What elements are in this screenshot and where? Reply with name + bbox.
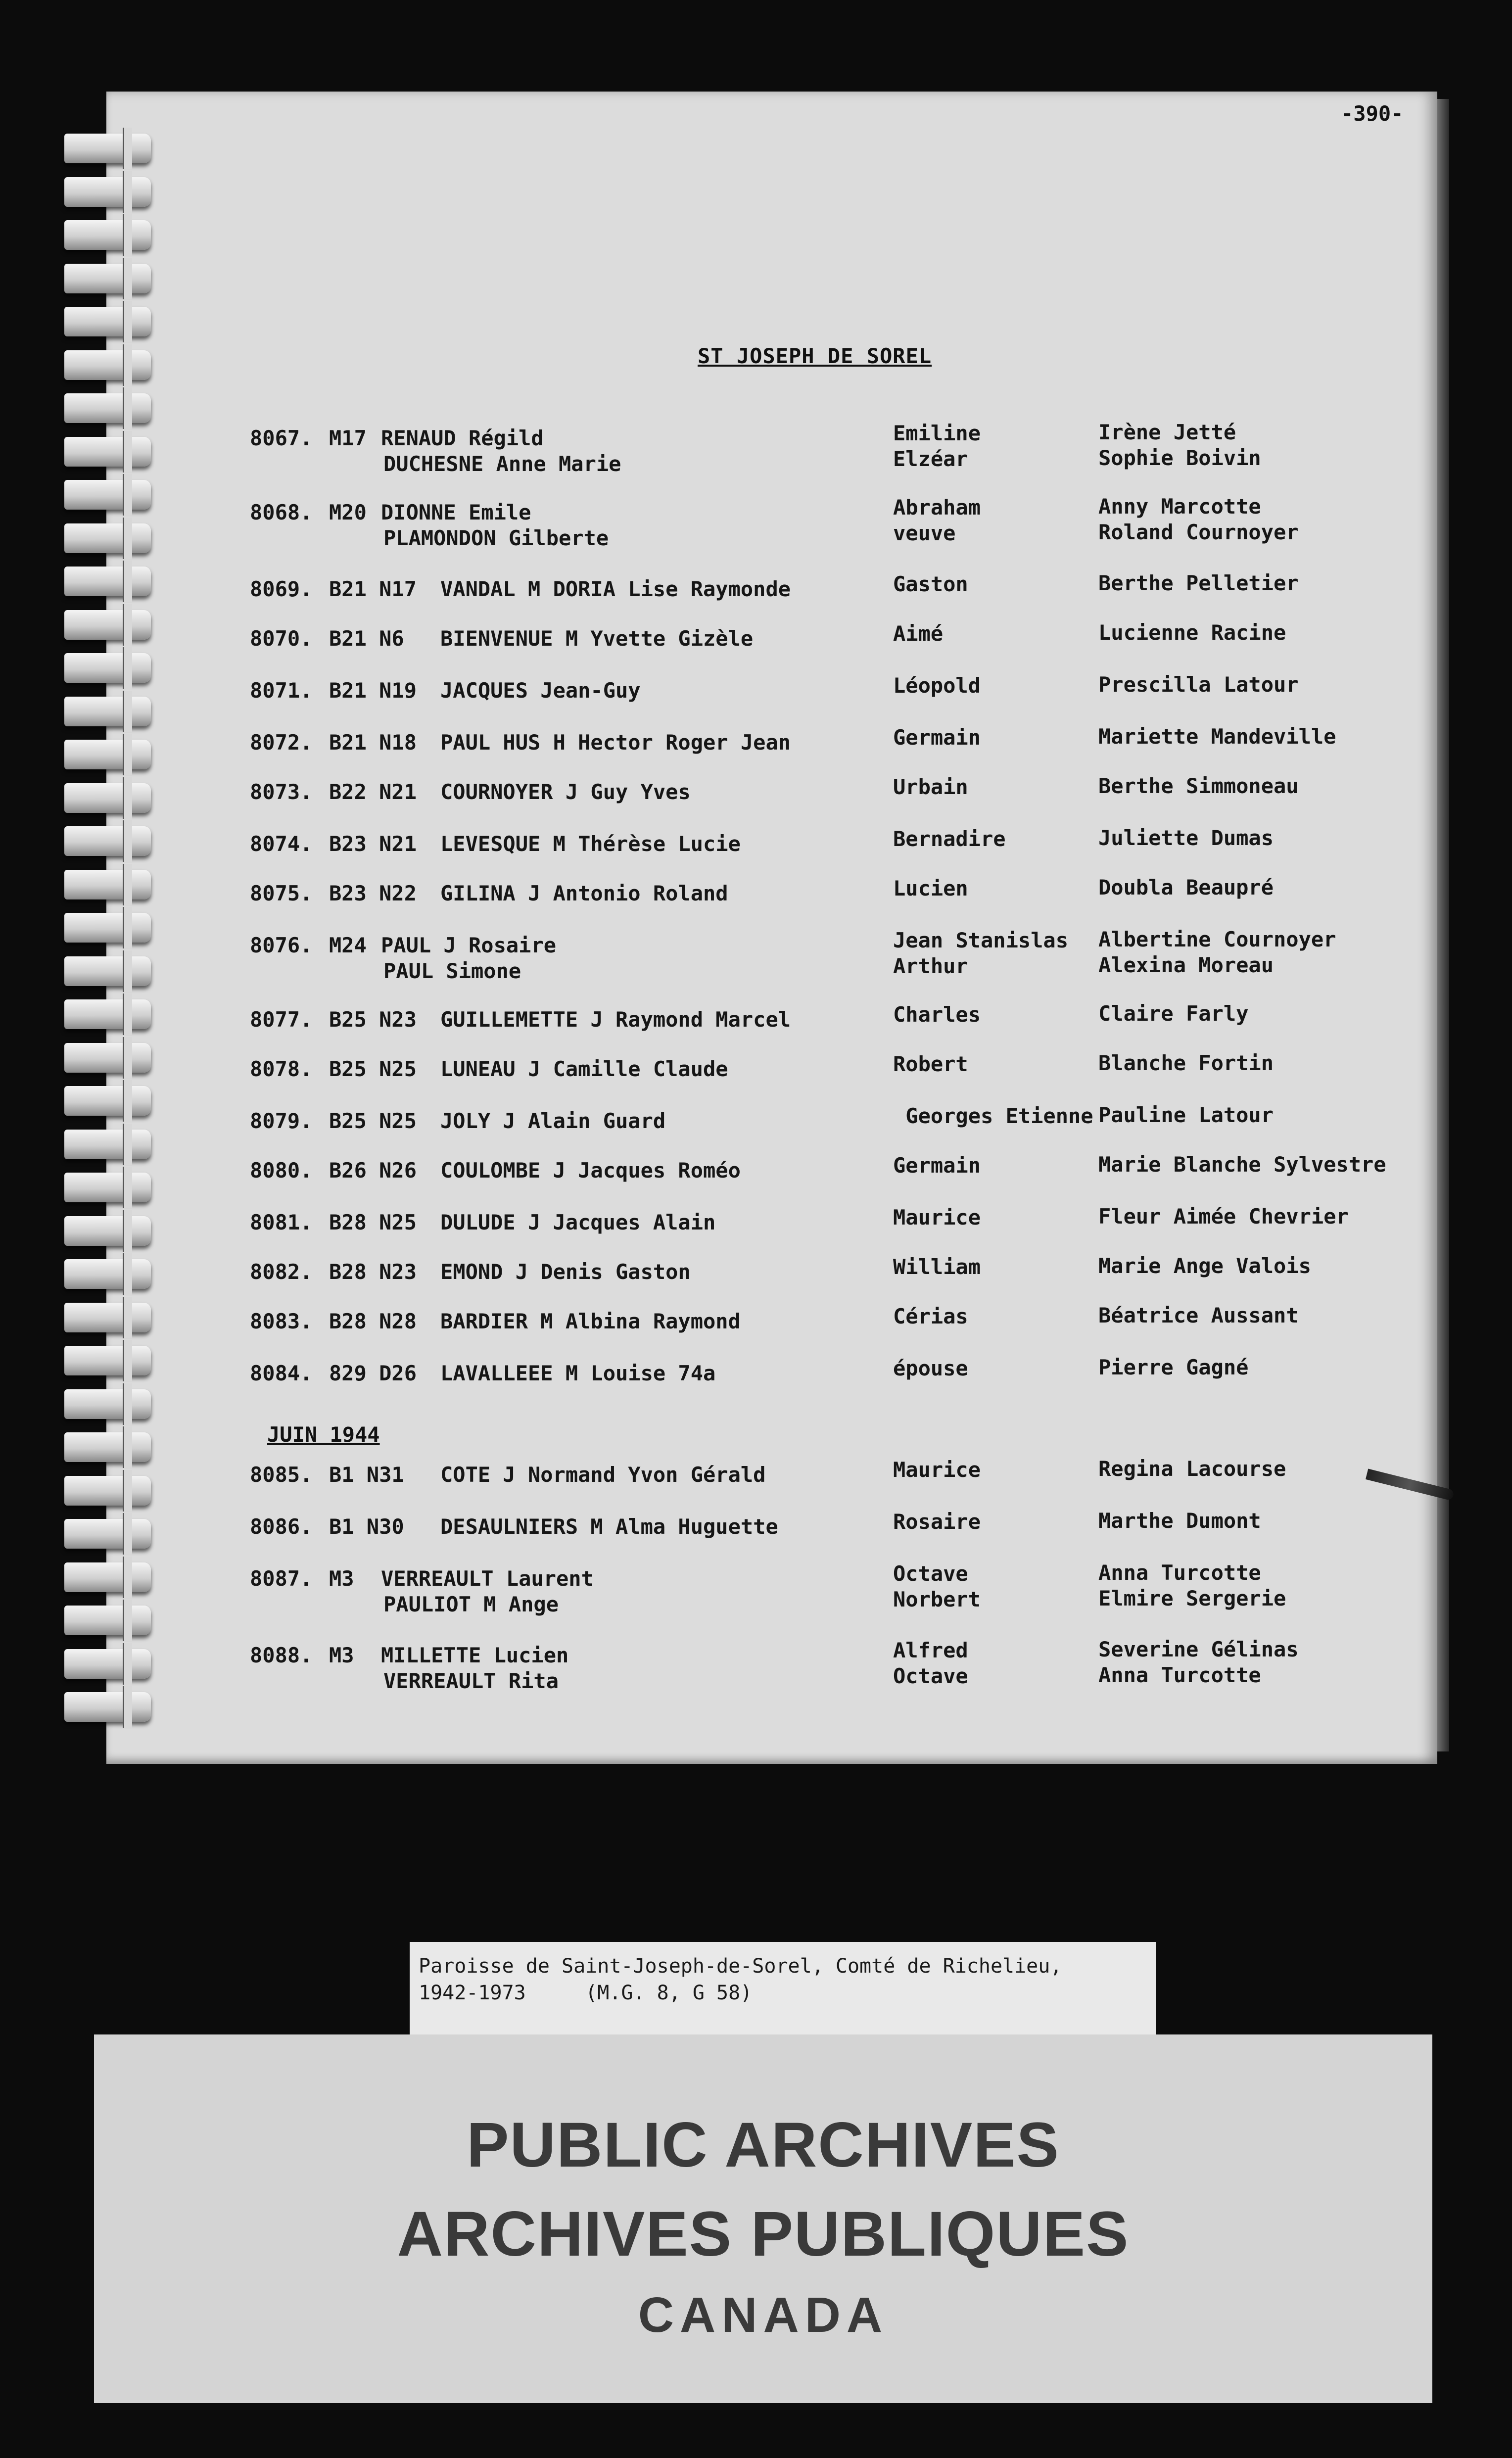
entry-name: LAVALLEEE M Louise 74a (440, 1361, 716, 1385)
entry-father: Léopold (893, 673, 981, 698)
entry-father: Elzéar (893, 447, 968, 471)
entry-number: 8088. (250, 1643, 313, 1667)
spiral-ring (64, 177, 151, 207)
spiral-ring (64, 826, 151, 856)
entry-code: B22 N21 (329, 780, 417, 804)
caption-line: 1942-1973 (M.G. 8, G 58) (419, 1982, 753, 2004)
spiral-ring (64, 523, 151, 553)
entry-name: JOLY J Alain Guard (440, 1109, 666, 1133)
entry-code: B28 N25 (329, 1210, 417, 1234)
entry-mother: Marie Ange Valois (1098, 1254, 1311, 1278)
spiral-ring (64, 783, 151, 813)
section-label: JUIN 1944 (267, 1422, 380, 1447)
entry-father: Germain (893, 1153, 981, 1178)
entry-mother: Fleur Aimée Chevrier (1098, 1204, 1349, 1229)
entry-mother: Juliette Dumas (1098, 826, 1274, 850)
entry-number: 8074. (250, 832, 313, 856)
entry-name: BARDIER M Albina Raymond (440, 1309, 741, 1333)
entry-mother: Elmire Sergerie (1098, 1586, 1286, 1610)
entry-number: 8083. (250, 1309, 313, 1333)
entry-mother: Irène Jetté (1098, 420, 1236, 444)
spiral-ring (64, 740, 151, 769)
page-title: ST JOSEPH DE SOREL (698, 344, 932, 368)
entry-name: COURNOYER J Guy Yves (440, 780, 691, 804)
entry-code: B25 N25 (329, 1057, 417, 1081)
entry-code: B25 N25 (329, 1109, 417, 1133)
entry-name: JACQUES Jean-Guy (440, 678, 641, 703)
spiral-ring (64, 653, 151, 683)
entry-number: 8075. (250, 881, 313, 905)
entry-father: Abraham (893, 495, 981, 520)
entry-code: B26 N26 (329, 1158, 417, 1182)
entry-mother: Prescilla Latour (1098, 672, 1299, 697)
entry-father: Rosaire (893, 1510, 981, 1534)
entry-father: Arthur (893, 954, 968, 978)
spiral-ring (64, 1130, 151, 1159)
entry-name: EMOND J Denis Gaston (440, 1260, 691, 1284)
entry-father: Aimé (893, 621, 944, 646)
entry-name: DESAULNIERS M Alma Huguette (440, 1514, 778, 1539)
spiral-ring (64, 1259, 151, 1289)
entry-mother: Albertine Cournoyer (1098, 927, 1336, 951)
entry-name: COTE J Normand Yvon Gérald (440, 1463, 766, 1487)
entry-mother: Lucienne Racine (1098, 620, 1286, 645)
spiral-ring (64, 870, 151, 899)
entry-code: M20 (329, 500, 367, 524)
entry-name: COULOMBE J Jacques Roméo (440, 1158, 741, 1182)
spiral-ring (64, 1086, 151, 1116)
entry-name: DIONNE Emile (381, 500, 531, 524)
entry-mother: Berthe Simmoneau (1098, 774, 1299, 798)
entry-name: BIENVENUE M Yvette Gizèle (440, 626, 754, 651)
spiral-ring (64, 913, 151, 943)
entry-name: MILLETTE Lucien (381, 1643, 569, 1667)
spiral-ring (64, 1562, 151, 1592)
spiral-ring (64, 134, 151, 163)
entry-mother: Blanche Fortin (1098, 1051, 1274, 1075)
entry-father: Norbert (893, 1587, 981, 1611)
entry-mother: Béatrice Aussant (1098, 1303, 1299, 1327)
caption-line: Paroisse de Saint-Joseph-de-Sorel, Comté de Richelieu, (419, 1955, 1062, 1978)
entry-code: M3 (329, 1566, 354, 1591)
spiral-binding (64, 134, 153, 1766)
stamp-line: CANADA (638, 2287, 889, 2343)
spiral-ring (64, 1606, 151, 1635)
spiral-ring (64, 610, 151, 640)
entry-father: Robert (893, 1052, 968, 1076)
entry-number: 8085. (250, 1463, 313, 1487)
entry-father: Cérias (893, 1304, 968, 1328)
entry-number: 8071. (250, 678, 313, 703)
spiral-ring (64, 307, 151, 336)
entry-number: 8086. (250, 1514, 313, 1539)
entry-father: Germain (893, 725, 981, 750)
entry-number: 8077. (250, 1007, 313, 1032)
spiral-ring (64, 1389, 151, 1419)
entry-name: PAUL Simone (383, 959, 521, 983)
entry-mother: Claire Farly (1098, 1001, 1249, 1026)
page-edge (1437, 99, 1449, 1751)
entry-name: RENAUD Régild (381, 426, 544, 450)
spiral-ring (64, 437, 151, 467)
entry-number: 8067. (250, 426, 313, 450)
entry-code: 829 D26 (329, 1361, 417, 1385)
entry-mother: Marie Blanche Sylvestre (1098, 1152, 1386, 1177)
spiral-ring (64, 1346, 151, 1375)
spiral-ring (64, 1519, 151, 1549)
entry-name: PLAMONDON Gilberte (383, 526, 609, 550)
entry-father: Georges Etienne (893, 1104, 1093, 1128)
entry-number: 8076. (250, 933, 313, 957)
entry-father: Alfred (893, 1638, 968, 1662)
entry-father: Lucien (893, 876, 968, 900)
spiral-ring (64, 350, 151, 380)
spiral-ring (64, 1692, 151, 1722)
entry-code: B21 N6 (329, 626, 404, 651)
entry-name: PAUL HUS H Hector Roger Jean (440, 730, 791, 755)
spiral-ring (64, 264, 151, 293)
entry-code: B1 N30 (329, 1514, 404, 1539)
entry-mother: Roland Cournoyer (1098, 520, 1299, 544)
entry-name: GUILLEMETTE J Raymond Marcel (440, 1007, 791, 1032)
entry-code: B28 N23 (329, 1260, 417, 1284)
entry-father: William (893, 1255, 981, 1279)
entry-mother: Severine Gélinas (1098, 1637, 1299, 1661)
entry-code: B1 N31 (329, 1463, 404, 1487)
entry-name: DUCHESNE Anne Marie (383, 452, 621, 476)
spiral-ring (64, 956, 151, 986)
spiral-ring (64, 480, 151, 510)
entry-code: B23 N21 (329, 832, 417, 856)
entry-mother: Regina Lacourse (1098, 1457, 1286, 1481)
entry-mother: Anna Turcotte (1098, 1560, 1261, 1585)
archive-caption (410, 1942, 1156, 2038)
entry-code: B21 N17 (329, 577, 417, 601)
entry-name: PAUL J Rosaire (381, 933, 557, 957)
entry-mother: Doubla Beaupré (1098, 875, 1274, 899)
entry-number: 8069. (250, 577, 313, 601)
entry-code: M17 (329, 426, 367, 450)
entry-number: 8087. (250, 1566, 313, 1591)
entry-number: 8068. (250, 500, 313, 524)
entry-father: épouse (893, 1356, 968, 1380)
entry-mother: Marthe Dumont (1098, 1509, 1261, 1533)
spiral-ring (64, 1303, 151, 1332)
entry-number: 8072. (250, 730, 313, 755)
entry-name: DULUDE J Jacques Alain (440, 1210, 716, 1234)
entry-mother: Pierre Gagné (1098, 1355, 1249, 1379)
entry-father: veuve (893, 521, 956, 545)
entry-father: Gaston (893, 572, 968, 596)
entry-mother: Alexina Moreau (1098, 953, 1274, 977)
entry-name: PAULIOT M Ange (383, 1592, 559, 1616)
entry-father: Octave (893, 1664, 968, 1688)
spiral-ring (64, 1649, 151, 1679)
entry-name: LEVESQUE M Thérèse Lucie (440, 832, 741, 856)
page-number: -390- (1341, 101, 1404, 126)
entry-mother: Pauline Latour (1098, 1103, 1274, 1127)
spiral-ring (64, 393, 151, 423)
entry-code: B25 N23 (329, 1007, 417, 1032)
spiral-ring (64, 220, 151, 250)
entry-father: Maurice (893, 1205, 981, 1229)
spiral-ring (64, 1432, 151, 1462)
entry-mother: Berthe Pelletier (1098, 571, 1299, 595)
entry-number: 8081. (250, 1210, 313, 1234)
entry-father: Emiline (893, 421, 981, 445)
spiral-ring (64, 1043, 151, 1073)
entry-name: VERREAULT Laurent (381, 1566, 594, 1591)
entry-name: VERREAULT Rita (383, 1669, 559, 1693)
entry-mother: Mariette Mandeville (1098, 724, 1336, 749)
entry-code: M3 (329, 1643, 354, 1667)
entry-number: 8080. (250, 1158, 313, 1182)
entry-code: B23 N22 (329, 881, 417, 905)
entry-code: M24 (329, 933, 367, 957)
entry-mother: Anna Turcotte (1098, 1663, 1261, 1687)
spiral-ring (64, 999, 151, 1029)
entry-number: 8082. (250, 1260, 313, 1284)
entry-name: VANDAL M DORIA Lise Raymonde (440, 577, 791, 601)
entry-code: B21 N18 (329, 730, 417, 755)
spiral-ring (64, 1216, 151, 1246)
entry-mother: Sophie Boivin (1098, 446, 1261, 470)
entry-number: 8070. (250, 626, 313, 651)
entry-code: B28 N28 (329, 1309, 417, 1333)
entry-number: 8078. (250, 1057, 313, 1081)
stamp-line: PUBLIC ARCHIVES (467, 2110, 1060, 2180)
entry-number: 8084. (250, 1361, 313, 1385)
entry-mother: Anny Marcotte (1098, 494, 1261, 519)
archives-stamp (94, 2034, 1432, 2403)
entry-code: B21 N19 (329, 678, 417, 703)
entry-father: Jean Stanislas (893, 928, 1069, 952)
entry-father: Urbain (893, 775, 968, 799)
entry-name: LUNEAU J Camille Claude (440, 1057, 728, 1081)
entry-name: GILINA J Antonio Roland (440, 881, 728, 905)
spiral-ring (64, 567, 151, 596)
spiral-ring (64, 1173, 151, 1202)
entry-father: Charles (893, 1002, 981, 1027)
entry-father: Bernadire (893, 827, 1006, 851)
spiral-ring (64, 1476, 151, 1506)
spiral-ring (64, 697, 151, 726)
stamp-line: ARCHIVES PUBLIQUES (397, 2199, 1130, 2269)
entry-number: 8073. (250, 780, 313, 804)
entry-number: 8079. (250, 1109, 313, 1133)
entry-father: Maurice (893, 1458, 981, 1482)
entry-father: Octave (893, 1561, 968, 1586)
